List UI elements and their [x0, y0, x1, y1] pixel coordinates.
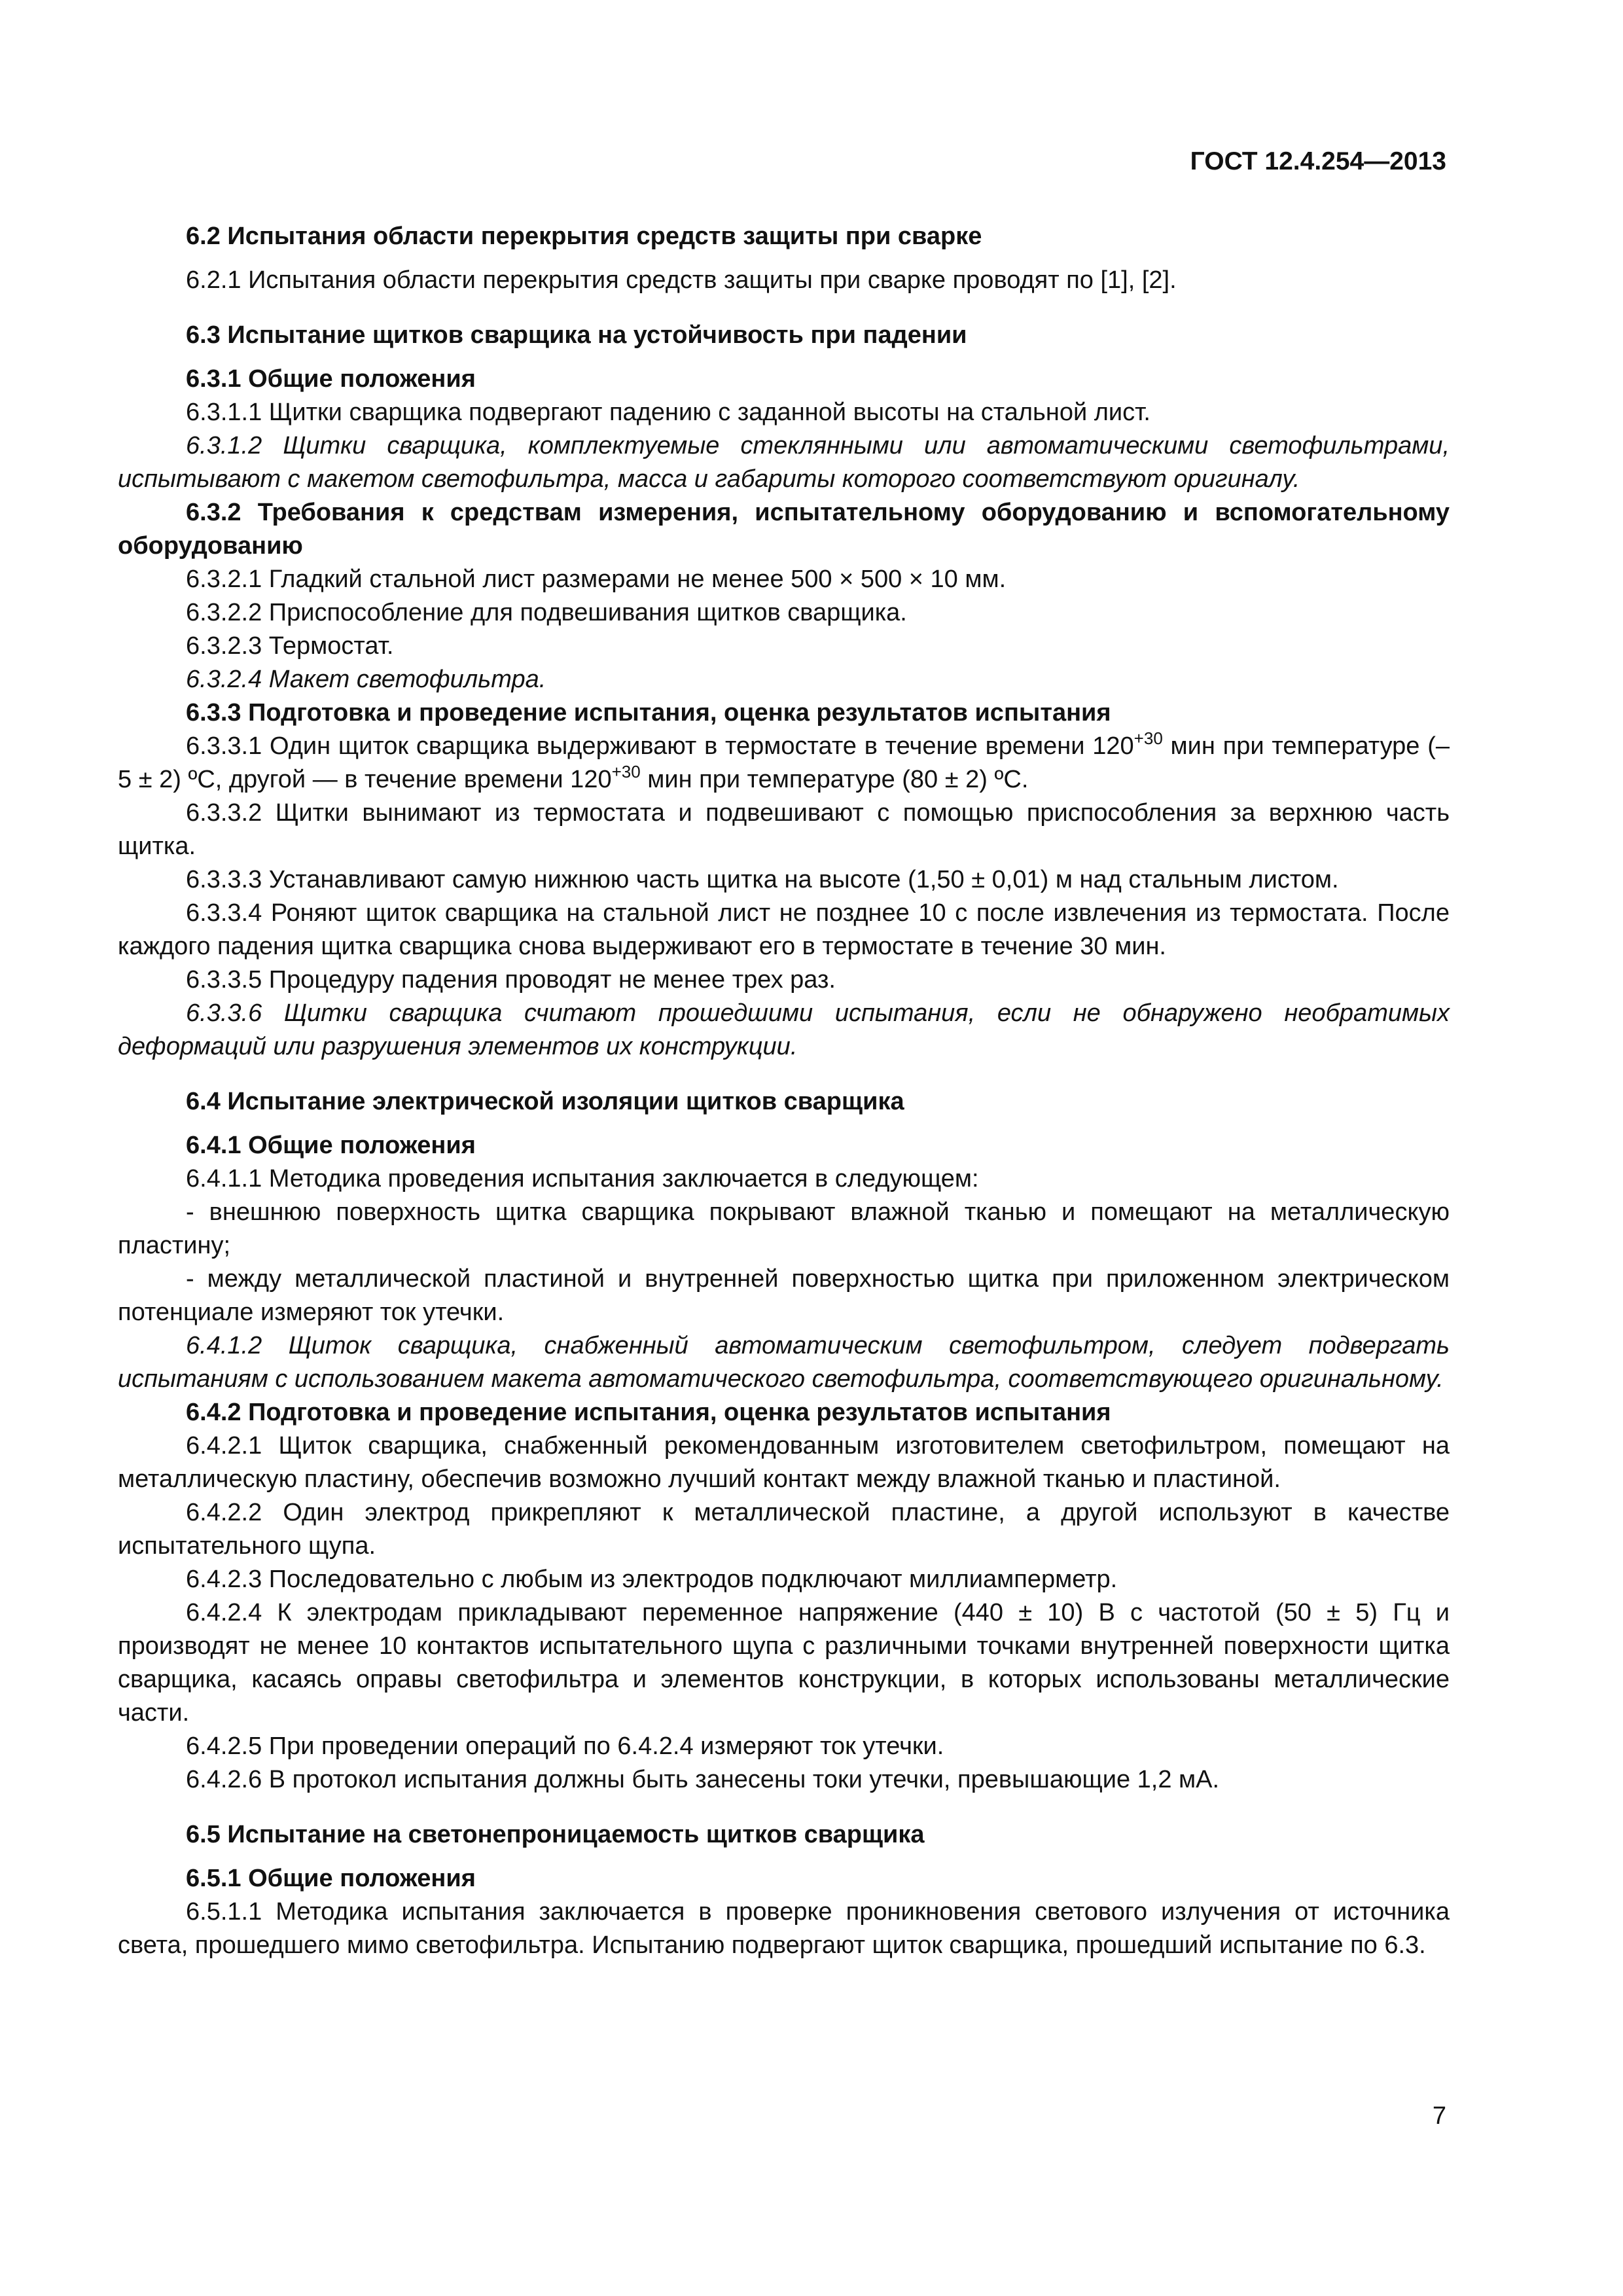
clause-text: В протокол испытания должны быть занесены токи утечки, превышающие 1,2 мА.	[268, 1766, 1220, 1793]
clause-number: 6.4.2.3	[186, 1566, 262, 1593]
paragraph-6-4-2-4	[118, 1596, 1450, 1730]
paragraph-6-3-1-1	[118, 396, 1450, 429]
clause-number: 6.3.3.3	[186, 866, 262, 893]
paragraph-6-4-2-5	[118, 1730, 1450, 1763]
section-number: 6.3.2	[186, 499, 241, 526]
section-heading-6-3	[118, 319, 1450, 352]
section-title: Испытание электрической изоляции щитков сварщика	[227, 1088, 904, 1115]
paragraph-6-3-1-2	[118, 429, 1450, 496]
paragraph-6-3-3-5	[118, 963, 1450, 997]
subsection-heading-6-3-1	[118, 363, 1450, 396]
section-number: 6.5	[186, 1821, 221, 1848]
clause-text: Процедуру падения проводят не менее трех раз.	[268, 966, 836, 994]
section-title: Подготовка и проведение испытания, оценка результатов испытания	[248, 699, 1111, 726]
list-item: - внешнюю поверхность щитка сварщика покрывают влажной тканью и помещают на металлическую пластину;	[118, 1198, 1450, 1259]
paragraph-6-2-1	[118, 264, 1450, 297]
clause-number: 6.5.1.1	[186, 1898, 262, 1926]
clause-text: Приспособление для подвешивания щитков сварщика.	[268, 599, 907, 626]
clause-number: 6.3.2.3	[186, 632, 262, 660]
clause-text: Один электрод прикрепляют к металлической пластине, а другой используют в качестве испытательного щупа.	[118, 1499, 1450, 1560]
clause-number: 6.3.3.6	[186, 999, 262, 1027]
standard-designation: ГОСТ 12.4.254—2013	[1190, 147, 1446, 175]
clause-text: Щитки сварщика, комплектуемые стеклянными или автоматическими светофильтрами, испытывают с макетом светофильтра, масса и габариты которого соответствуют оригиналу.	[118, 432, 1450, 493]
clause-text: Методика проведения испытания заключается в следующем:	[268, 1165, 979, 1193]
subsection-heading-6-4-2	[118, 1396, 1450, 1429]
clause-text: При проведении операций по 6.4.2.4 измеряют ток утечки.	[268, 1732, 944, 1760]
clause-text: мин при температуре (80 ± 2) ºС.	[640, 766, 1029, 793]
clause-number: 6.4.2.2	[186, 1499, 262, 1526]
paragraph-6-3-3-6	[118, 997, 1450, 1064]
clause-number: 6.3.3.4	[186, 899, 262, 927]
subsection-heading-6-4-1	[118, 1129, 1450, 1162]
clause-text: Щиток сварщика, снабженный рекомендованным изготовителем светофильтром, помещают на металлическую пластину, обеспечив возможно лучший контакт между влажной тканью и пластиной.	[118, 1432, 1450, 1493]
paragraph-6-3-2-4	[118, 663, 1450, 696]
clause-text: Макет светофильтра.	[268, 666, 546, 693]
clause-text: Устанавливают самую нижнюю часть щитка на высоте (1,50 ± 0,01) м над стальным листом.	[268, 866, 1339, 893]
section-title: Испытание щитков сварщика на устойчивость при падении	[227, 321, 967, 349]
section-title: Общие положения	[248, 1132, 476, 1159]
clause-number: 6.4.2.4	[186, 1599, 262, 1626]
section-title: Требования к средствам измерения, испытательному оборудованию и вспомогательному оборудованию	[118, 499, 1450, 560]
clause-text: Щитки вынимают из термостата и подвешивают с помощью приспособления за верхнюю часть щитка.	[118, 799, 1450, 860]
section-heading-6-2	[118, 220, 1450, 253]
list-item: - между металлической пластиной и внутренней поверхностью щитка при приложенном электрическом потенциале измеряют ток утечки.	[118, 1265, 1450, 1326]
clause-text: Последовательно с любым из электродов подключают миллиамперметр.	[268, 1566, 1118, 1593]
section-number: 6.3.3	[186, 699, 241, 726]
clause-number: 6.3.3.1	[186, 732, 262, 760]
section-number: 6.3	[186, 321, 221, 349]
paragraph-6-4-2-3	[118, 1563, 1450, 1596]
paragraph-6-3-2-2	[118, 596, 1450, 630]
clause-number: 6.3.2.2	[186, 599, 262, 626]
paragraph-6-4-1-2	[118, 1329, 1450, 1396]
clause-text: Гладкий стальной лист размерами не менее 500 × 500 × 10 мм.	[268, 565, 1007, 593]
clause-number: 6.4.2.6	[186, 1766, 262, 1793]
clause-text: Щитки сварщика считают прошедшими испытания, если не обнаружено необратимых деформаций или разрушения элементов их конструкции.	[118, 999, 1450, 1060]
section-number: 6.4	[186, 1088, 221, 1115]
clause-text: мин при температуре (–5 ± 2) ºС, другой — в течение времени 120	[118, 732, 1450, 793]
paragraph-6-3-2-1	[118, 563, 1450, 596]
page-content	[118, 220, 1450, 1962]
section-heading-6-5	[118, 1818, 1450, 1852]
clause-text: Термостат.	[268, 632, 394, 660]
section-number: 6.2	[186, 223, 221, 250]
paragraph-6-3-3-1	[118, 730, 1450, 797]
clause-number: 6.4.2.1	[186, 1432, 262, 1460]
clause-text: Испытания области перекрытия средств защиты при сварке проводят по [1], [2].	[248, 266, 1177, 294]
clause-number: 6.4.2.5	[186, 1732, 262, 1760]
clause-number: 6.3.1.2	[186, 432, 262, 459]
section-number: 6.4.1	[186, 1132, 241, 1159]
tolerance-superscript: +30	[611, 762, 641, 781]
paragraph-6-3-2-3	[118, 630, 1450, 663]
section-title: Испытание на светонепроницаемость щитков сварщика	[227, 1821, 925, 1848]
clause-number: 6.3.3.5	[186, 966, 262, 994]
section-title: Подготовка и проведение испытания, оценка результатов испытания	[248, 1399, 1111, 1426]
clause-number: 6.2.1	[186, 266, 241, 294]
clause-text: Щиток сварщика, снабженный автоматическим светофильтром, следует подвергать испытаниям с использованием макета автоматического светофильтра, соответствующего оригинальному.	[118, 1332, 1450, 1393]
section-number: 6.4.2	[186, 1399, 241, 1426]
clause-number: 6.3.2.4	[186, 666, 262, 693]
clause-text: Щитки сварщика подвергают падению с заданной высоты на стальной лист.	[268, 399, 1150, 426]
section-title: Общие положения	[248, 1865, 476, 1892]
section-number: 6.5.1	[186, 1865, 241, 1892]
paragraph-6-3-3-2	[118, 797, 1450, 863]
subsection-heading-6-5-1	[118, 1862, 1450, 1895]
section-heading-6-4	[118, 1085, 1450, 1119]
clause-text: К электродам прикладывают переменное напряжение (440 ± 10) В с частотой (50 ± 5) Гц и производят не менее 10 контактов испытательного щупа с различными точками внутренней поверхности щитка сварщика, касаясь оправы светофильтра и элементов конструкции, в которых использованы металлические части.	[118, 1599, 1450, 1727]
subsection-heading-6-3-3	[118, 696, 1450, 730]
paragraph-6-4-1-1	[118, 1162, 1450, 1196]
clause-number: 6.4.1.1	[186, 1165, 262, 1193]
tolerance-superscript: +30	[1133, 728, 1163, 748]
paragraph-6-3-3-3	[118, 863, 1450, 897]
clause-number: 6.3.3.2	[186, 799, 262, 827]
section-title: Испытания области перекрытия средств защиты при сварке	[227, 223, 982, 250]
clause-text: Роняют щиток сварщика на стальной лист не позднее 10 с после извлечения из термостата. После каждого падения щитка сварщика снова выдерживают его в термостате в течение 30 мин.	[118, 899, 1450, 960]
section-title: Общие положения	[248, 365, 476, 393]
paragraph-6-4-2-2	[118, 1496, 1450, 1563]
clause-text: Методика испытания заключается в проверке проникновения светового излучения от источника света, прошедшего мимо светофильтра. Испытанию подвергают щиток сварщика, прошедший испытание по 6.3.	[118, 1898, 1450, 1959]
section-number: 6.3.1	[186, 365, 241, 393]
paragraph-6-4-2-6	[118, 1763, 1450, 1797]
clause-text: Один щиток сварщика выдерживают в термостате в течение времени 120	[270, 732, 1134, 760]
clause-number: 6.4.1.2	[186, 1332, 262, 1359]
page-number: 7	[1432, 2102, 1446, 2130]
paragraph-6-5-1-1	[118, 1895, 1450, 1962]
clause-number: 6.3.2.1	[186, 565, 262, 593]
paragraph-6-4-2-1	[118, 1429, 1450, 1496]
paragraph-6-3-3-4	[118, 897, 1450, 963]
clause-number: 6.3.1.1	[186, 399, 262, 426]
subsection-heading-6-3-2	[118, 496, 1450, 563]
